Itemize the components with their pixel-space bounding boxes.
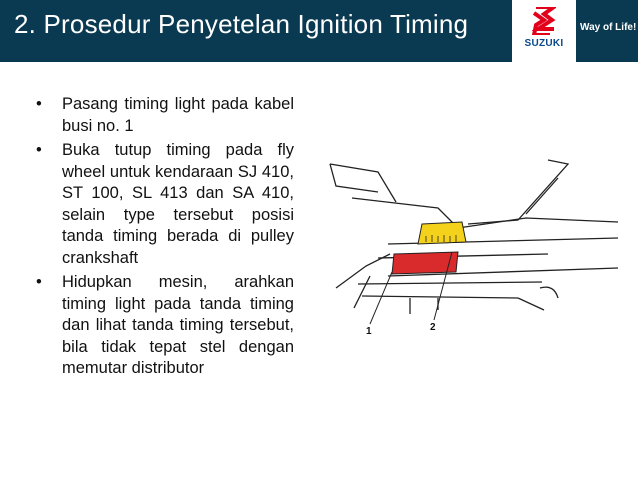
suzuki-logo	[512, 0, 576, 62]
timing-mark	[392, 252, 458, 274]
engine-outline	[330, 160, 618, 314]
bullet-list	[36, 94, 294, 383]
bullet-icon: •	[36, 141, 42, 159]
slide-title: 2. Prosedur Penyetelan Ignition Timing	[14, 9, 469, 39]
bullet-item	[36, 140, 294, 269]
timing-mark-illustration	[318, 158, 632, 336]
suzuki-s-icon	[532, 7, 556, 35]
bullet-icon: •	[36, 273, 42, 291]
callout-1: 1	[366, 326, 372, 336]
suzuki-wordmark: SUZUKI	[524, 38, 564, 49]
bullet-icon: •	[36, 95, 42, 113]
bullet-item	[36, 94, 294, 137]
header-bar	[0, 0, 638, 62]
bullet-text: Hidupkan mesin, arahkan timing light pada tanda timing dan lihat tanda timing tersebut, bila tidak tepat stel dengan memutar distributor	[62, 273, 294, 377]
callout-2: 2	[430, 322, 436, 333]
bullet-text: Pasang timing light pada kabel busi no. 1	[62, 95, 294, 135]
bullet-item	[36, 272, 294, 380]
bullet-text: Buka tutup timing pada fly wheel untuk kendaraan SJ 410, ST 100, SL 413 dan SA 410, selain type tersebut posisi tanda timing berada di pulley crankshaft	[62, 141, 294, 267]
timing-scale	[418, 222, 466, 244]
brand-tagline: Way of Life!	[580, 22, 637, 33]
